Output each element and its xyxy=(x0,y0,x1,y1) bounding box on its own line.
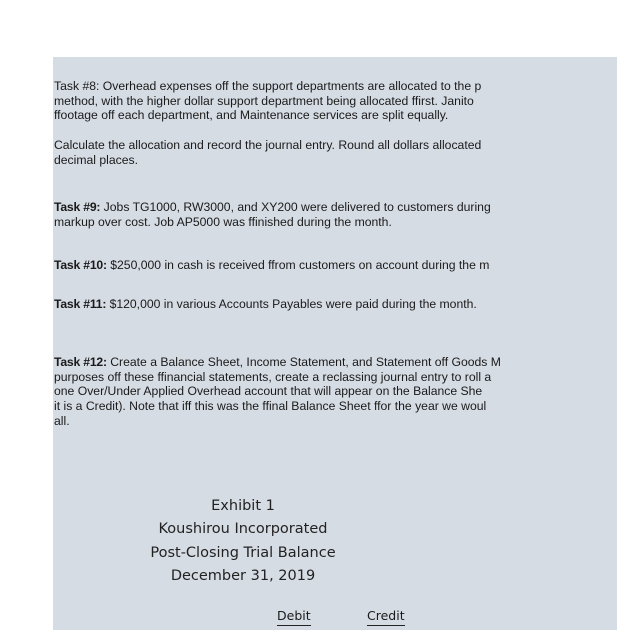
debit-column-header: Debit xyxy=(277,608,311,626)
task-10-text: $250,000 in cash is received ffrom customers on account during the m xyxy=(106,258,490,272)
task-8-paragraph: Task #8: Overhead expenses off the support departments are allocated to the p method, with the higher dollar support department being allocated ffirst. Janito ffootage off each department, and Maintenance services are split equally. xyxy=(54,79,482,123)
document-panel xyxy=(53,57,617,630)
company-name: Koushirou Incorporated xyxy=(158,521,328,537)
task-9-label: Task #9: xyxy=(54,200,101,214)
task-9-paragraph xyxy=(54,200,614,229)
task-11-paragraph xyxy=(54,297,614,312)
task-11-text: $120,000 in various Accounts Payables were paid during the month. xyxy=(106,297,477,311)
task-12-text: Create a Balance Sheet, Income Statement, and Statement off Goods M purposes off these ffinancial statements, create a reclassing journal entry to roll a one Over/Under Applied Overhead account that will appear on the Balance She it is a Credit). Note that iff this was the ffinal Balance Sheet ffor the year we woul all. xyxy=(54,355,501,428)
exhibit-number: Exhibit 1 xyxy=(211,498,275,514)
task-10-paragraph xyxy=(54,258,614,273)
task-9-text: Jobs TG1000, RW3000, and XY200 were delivered to customers during markup over cost. Job AP5000 was ffinished during the month. xyxy=(54,200,491,229)
report-date: December 31, 2019 xyxy=(170,568,316,584)
task-10-label: Task #10: xyxy=(54,258,107,272)
credit-column-header: Credit xyxy=(367,608,405,626)
task-8-calc-paragraph: Calculate the allocation and record the journal entry. Round all dollars allocated decimal places. xyxy=(54,138,482,167)
task-11-label: Task #11: xyxy=(54,297,107,311)
task-12-label: Task #12: xyxy=(54,355,107,369)
task-12-paragraph xyxy=(54,355,614,429)
report-title: Post-Closing Trial Balance xyxy=(150,545,336,561)
